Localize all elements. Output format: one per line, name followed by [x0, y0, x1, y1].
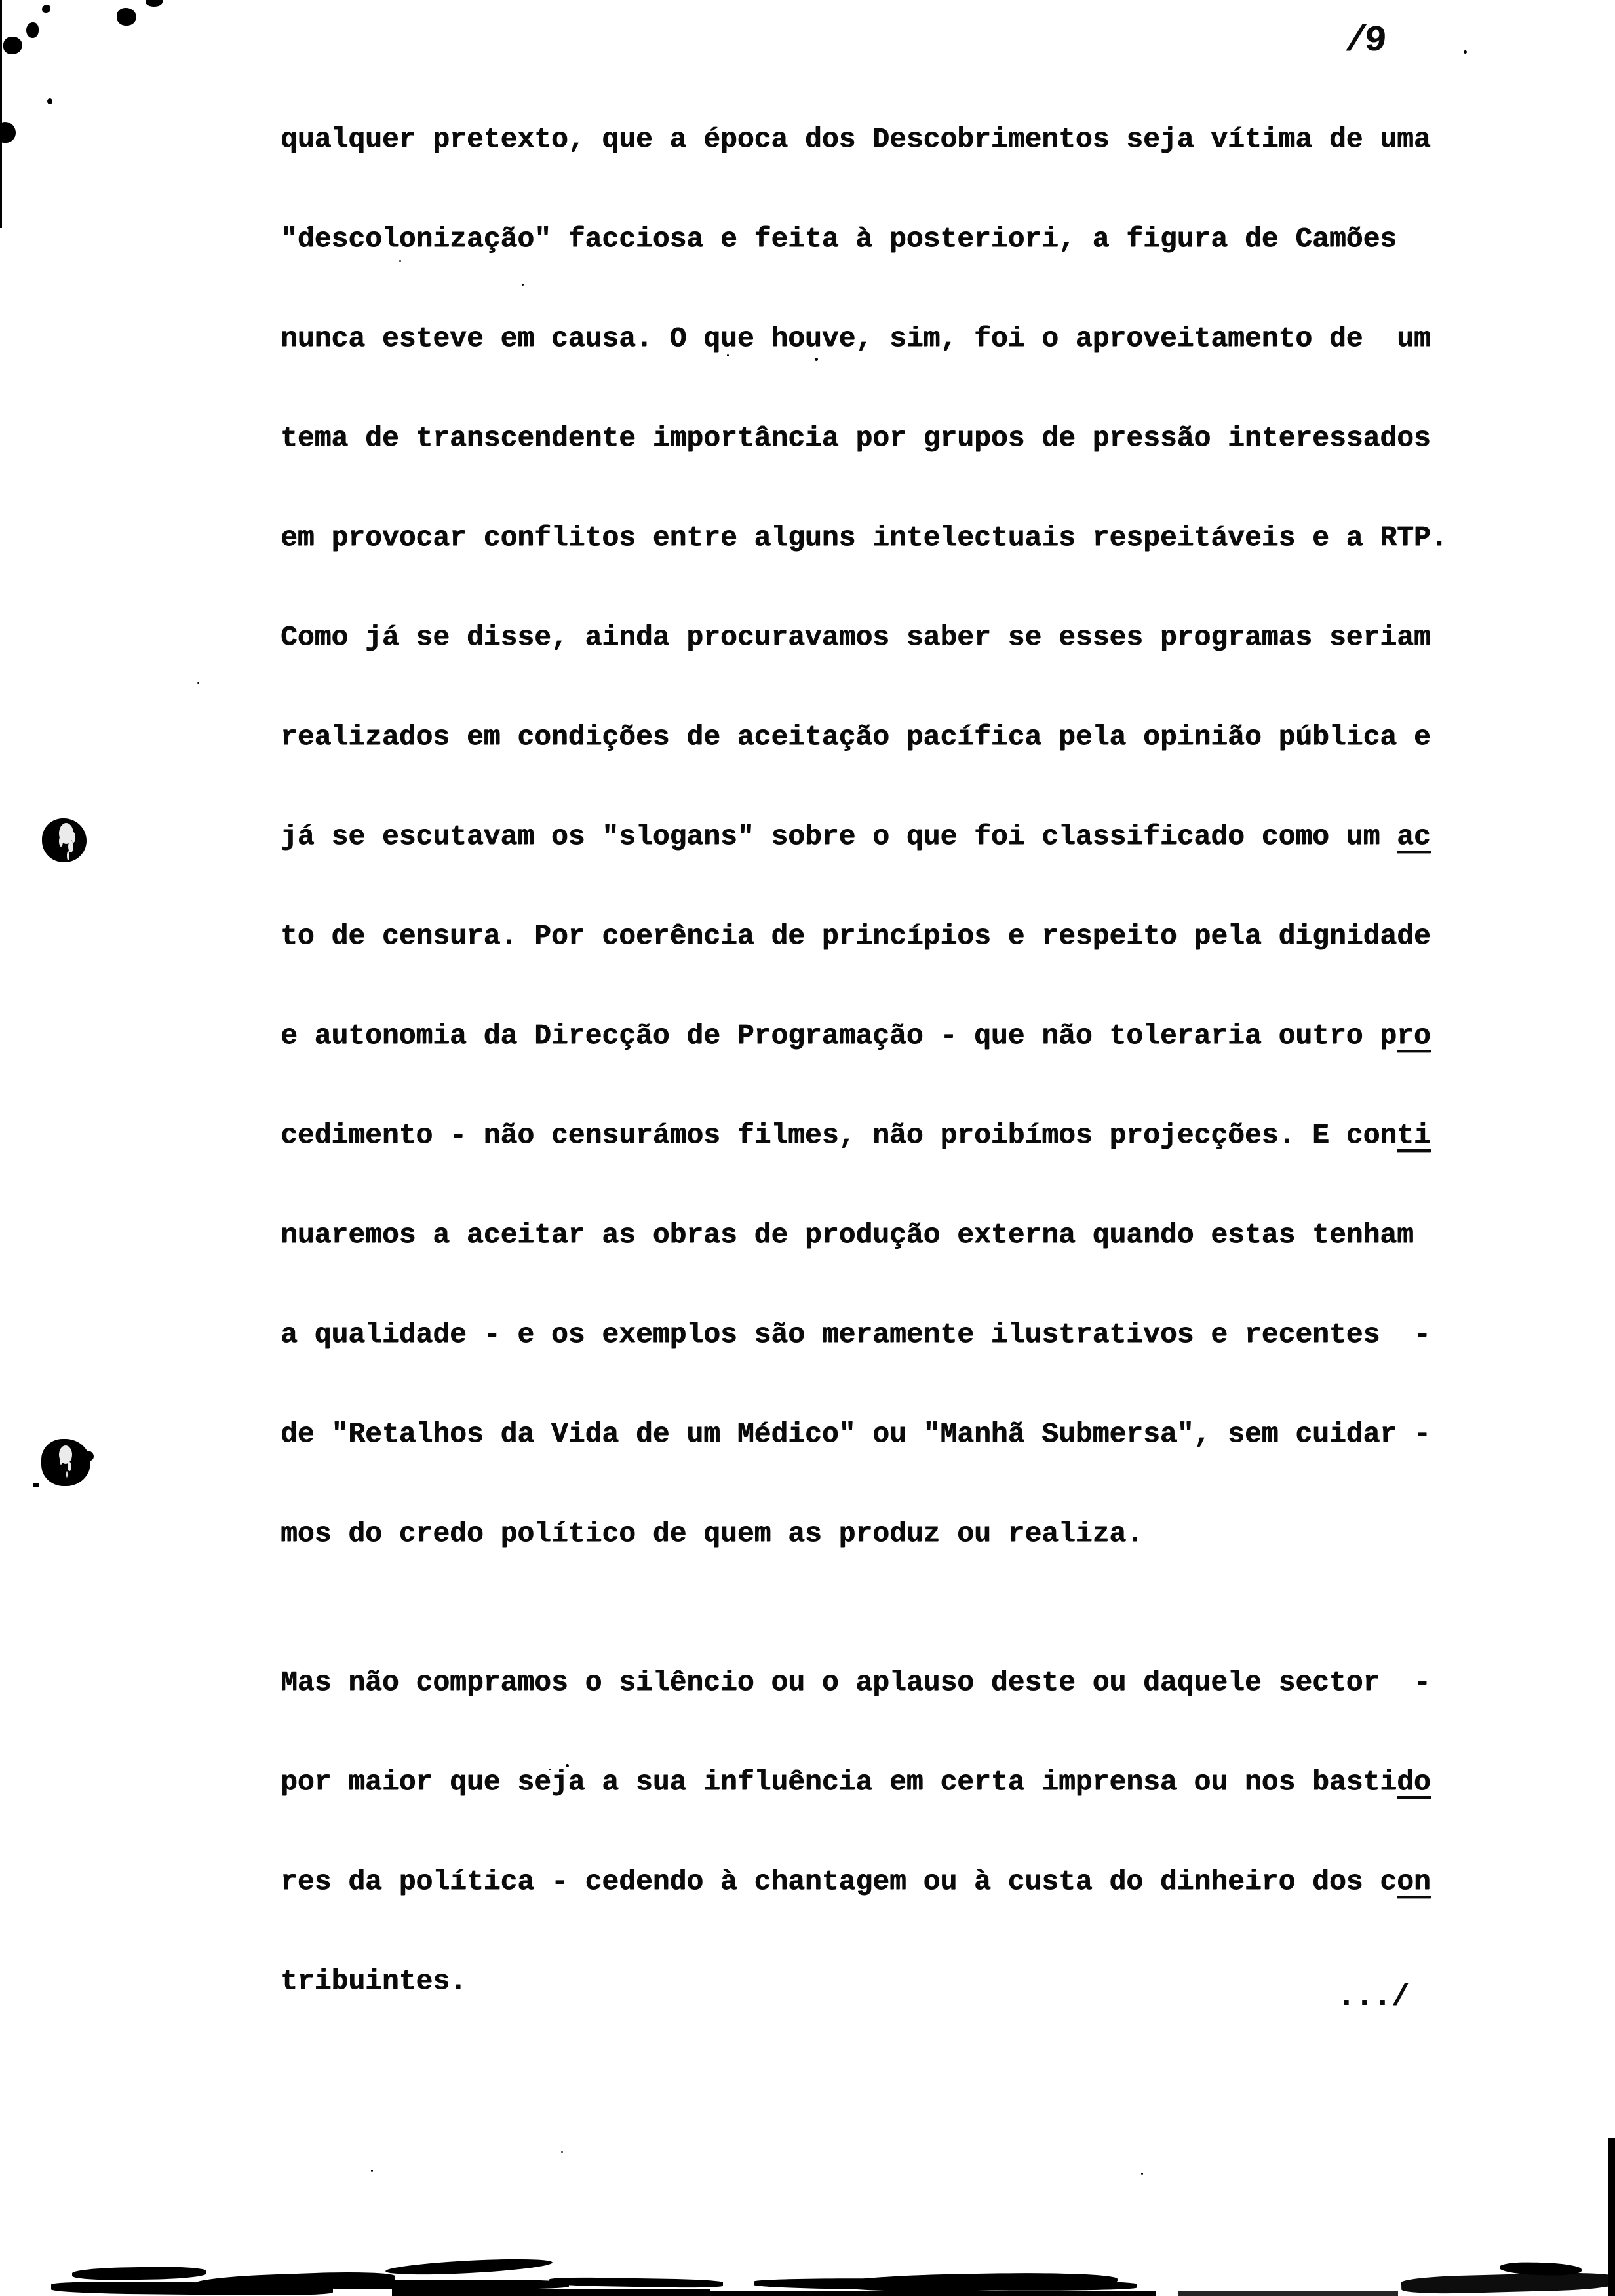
scan-smudge — [385, 2256, 553, 2277]
continuation-mark: .../ — [1337, 1980, 1410, 2014]
punch-hole-glare — [59, 1445, 72, 1464]
ink-blob — [117, 8, 136, 26]
text-line — [281, 322, 1448, 422]
text-line — [281, 1318, 1448, 1418]
text-line — [281, 123, 1448, 223]
line-text: qualquer pretexto, que a época dos Descobrimentos seja vítima de uma — [281, 123, 1431, 155]
text-line — [281, 621, 1448, 721]
text-line — [281, 1866, 1448, 1965]
line-text: Mas não compramos o silêncio ou o aplauso deste ou daquele sector - — [281, 1666, 1431, 1698]
dust-specks — [0, 0, 3, 3]
text-line — [281, 1020, 1448, 1119]
paragraph — [281, 123, 1448, 1617]
line-text: Como já se disse, ainda procuravamos saber se esses programas seriam — [281, 621, 1431, 653]
ink-blob — [146, 0, 163, 7]
text-line — [281, 820, 1448, 920]
line-text: cedimento - não censurámos filmes, não proibímos projecções. E con — [281, 1119, 1397, 1151]
text-block — [281, 123, 1448, 2065]
text-line — [281, 920, 1448, 1020]
hyphenation-underline: do — [1397, 1766, 1431, 1798]
line-text: em provocar conflitos entre alguns intelectuais respeitáveis e a RTP. — [281, 522, 1448, 554]
text-line — [281, 1219, 1448, 1318]
line-text: nunca esteve em causa. O que houve, sim, foi o aproveitamento de um — [281, 322, 1431, 354]
punch-hole-mark — [42, 818, 87, 862]
paragraph — [281, 1666, 1448, 2065]
line-text: tribuintes. — [281, 1965, 467, 1997]
punch-hole-glare — [59, 823, 73, 844]
text-line — [281, 1666, 1448, 1766]
text-line — [281, 1766, 1448, 1866]
scan-smudge — [1401, 2272, 1615, 2295]
page-number: /9 — [1343, 20, 1386, 62]
text-line — [281, 1518, 1448, 1617]
line-text: realizados em condições de aceitação pacífica pela opinião pública e — [281, 721, 1431, 753]
line-text: por maior que seja a sua influência em certa imprensa ou nos basti — [281, 1766, 1397, 1798]
hyphenation-underline: ti — [1397, 1119, 1431, 1151]
scan-edge-line — [0, 0, 2, 228]
hyphenation-underline: on — [1397, 1866, 1431, 1898]
scan-smudge — [1608, 2138, 1615, 2296]
scan-smudge — [1178, 2291, 1398, 2296]
ink-blob — [3, 37, 22, 54]
text-line — [281, 422, 1448, 522]
ink-blob — [42, 5, 50, 13]
line-text: mos do credo político de quem as produz ou realiza. — [281, 1518, 1144, 1550]
line-text: de "Retalhos da Vida de um Médico" ou "Manhã Submersa", sem cuidar - — [281, 1418, 1431, 1450]
line-text: e autonomia da Direcção de Programação - que não toleraria outro p — [281, 1020, 1397, 1052]
line-text: já se escutavam os "slogans" sobre o que foi classificado como um — [281, 820, 1397, 852]
punch-hole-mark — [41, 1439, 90, 1486]
text-line — [281, 1965, 1448, 2065]
line-text: res da política - cedendo à chantagem ou à custa do dinheiro dos c — [281, 1866, 1397, 1898]
text-line — [281, 522, 1448, 621]
ink-blob — [26, 22, 39, 38]
scan-smudge — [549, 2277, 723, 2289]
scan-smudge — [72, 2266, 206, 2281]
hyphenation-underline: ac — [1397, 820, 1431, 852]
scan-smudge — [307, 2280, 569, 2289]
line-text: "descolonização" facciosa e feita à posteriori, a figura de Camões — [281, 223, 1397, 255]
hyphenation-underline: ro — [1397, 1020, 1431, 1052]
line-text: nuaremos a aceitar as obras de produção externa quando estas tenham — [281, 1219, 1414, 1251]
text-line — [281, 721, 1448, 820]
ink-blob — [0, 122, 16, 143]
scan-smudge — [693, 2291, 1156, 2296]
scan-smudge — [392, 2289, 710, 2296]
text-line — [281, 1418, 1448, 1518]
line-text: to de censura. Por coerência de princípios e respeito pela dignidade — [281, 920, 1431, 952]
ink-blob — [47, 98, 52, 104]
line-text: a qualidade - e os exemplos são meramente ilustrativos e recentes - — [281, 1318, 1431, 1350]
ink-speck — [33, 1483, 39, 1487]
text-line — [281, 223, 1448, 322]
ink-blob — [82, 1451, 94, 1461]
line-text: tema de transcendente importância por grupos de pressão interessados — [281, 422, 1431, 454]
text-line — [281, 1119, 1448, 1219]
